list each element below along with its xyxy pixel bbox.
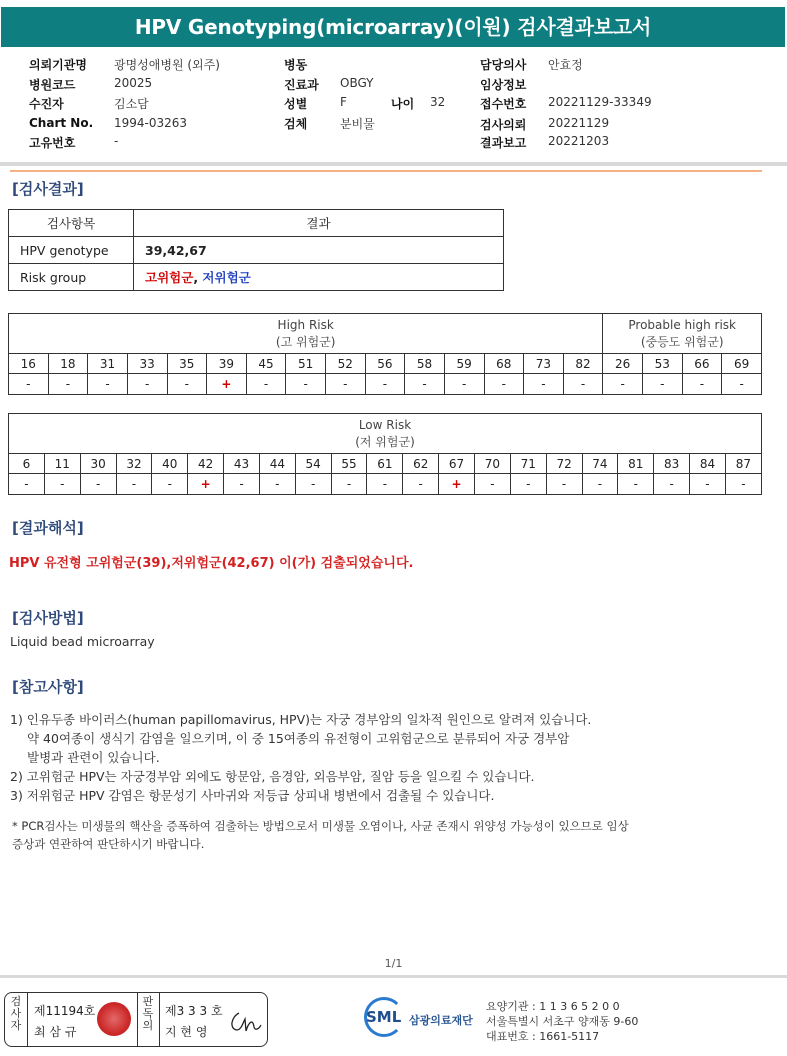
high-type-33: 33 xyxy=(127,354,167,374)
high-result-26: - xyxy=(603,374,643,395)
reviewer-name: 지 현 영 xyxy=(165,1025,208,1039)
footnote-line-1: * PCR검사는 미생물의 핵산을 증폭하여 검출하는 방법으로서 미생물 오염이나, 사균 존재시 위양성 가능성이 있으므로 임상 xyxy=(12,819,629,833)
unique-label: 고유번호 xyxy=(29,136,76,150)
high-type-58: 58 xyxy=(405,354,445,374)
receipt-value: 20221129-33349 xyxy=(548,95,652,109)
low-result-6: - xyxy=(9,474,45,495)
risk-low: 저위험군 xyxy=(202,270,251,285)
low-result-54: - xyxy=(295,474,331,495)
patient-info xyxy=(0,54,787,158)
high-type-73: 73 xyxy=(524,354,564,374)
low-result-43: - xyxy=(224,474,260,495)
low-type-74: 74 xyxy=(582,454,618,474)
address: 서울특별시 서초구 양재동 9-60 xyxy=(486,1015,639,1028)
age-label: 나이 xyxy=(391,97,415,111)
high-type-66: 66 xyxy=(682,354,722,374)
risk-separator: , xyxy=(193,270,203,285)
high-type-45: 45 xyxy=(246,354,286,374)
phone: 대표번호 : 1661-5117 xyxy=(486,1030,600,1043)
high-type-35: 35 xyxy=(167,354,207,374)
specimen-label: 검체 xyxy=(284,117,308,131)
note-1-cont: 약 40여종이 생식기 감염을 일으키며, 이 중 15여종의 유전형이 고위험군으로 분류되어 자궁 경부암 xyxy=(27,731,570,746)
low-type-83: 83 xyxy=(654,454,690,474)
footnote xyxy=(12,817,752,853)
high-result-33: - xyxy=(127,374,167,395)
low-result-87: - xyxy=(725,474,761,495)
probable-risk-header xyxy=(603,314,762,354)
high-result-45: - xyxy=(246,374,286,395)
foundation-name: 삼광의료재단 xyxy=(409,1014,473,1027)
method-title: [검사방법] xyxy=(12,609,84,627)
high-risk-title: High Risk xyxy=(277,317,334,332)
high-type-26: 26 xyxy=(603,354,643,374)
probable-risk-subtitle: (중등도 위험군) xyxy=(640,334,724,349)
high-result-73: - xyxy=(524,374,564,395)
low-result-30: - xyxy=(80,474,116,495)
low-type-54: 54 xyxy=(295,454,331,474)
high-result-56: - xyxy=(365,374,405,395)
low-result-81: - xyxy=(618,474,654,495)
examiner-name: 최 삼 규 xyxy=(34,1025,77,1039)
doctor-value: 안효정 xyxy=(548,58,583,72)
low-type-11: 11 xyxy=(44,454,80,474)
low-type-81: 81 xyxy=(618,454,654,474)
request-value: 20221129 xyxy=(548,116,610,130)
high-result-59: - xyxy=(444,374,484,395)
low-result-44: - xyxy=(259,474,295,495)
low-type-72: 72 xyxy=(546,454,582,474)
low-result-67: + xyxy=(439,474,475,495)
institution-value: 광명성애병원 (외주) xyxy=(114,58,220,72)
low-result-40: - xyxy=(152,474,188,495)
high-result-39: + xyxy=(207,374,247,395)
low-type-84: 84 xyxy=(690,454,726,474)
risk-label: Risk group xyxy=(9,264,134,291)
high-result-51: - xyxy=(286,374,326,395)
low-type-87: 87 xyxy=(725,454,761,474)
low-result-62: - xyxy=(403,474,439,495)
sex-value: F xyxy=(340,95,347,109)
high-type-59: 59 xyxy=(444,354,484,374)
clinical-label: 임상정보 xyxy=(480,78,527,92)
high-result-69: - xyxy=(722,374,762,395)
low-type-70: 70 xyxy=(474,454,510,474)
high-risk-subtitle: (고 위험군) xyxy=(275,334,336,349)
result-section-title: [검사결과] xyxy=(12,180,84,198)
age-value: 32 xyxy=(430,95,446,109)
chart-value: 1994-03263 xyxy=(114,116,188,130)
note-1: 1) 인유두종 바이러스(human papillomavirus, HPV)는 자궁 경부암의 일차적 원인으로 알려져 있습니다. xyxy=(10,712,592,727)
low-type-40: 40 xyxy=(152,454,188,474)
high-result-68: - xyxy=(484,374,524,395)
high-type-82: 82 xyxy=(563,354,603,374)
dept-label: 진료과 xyxy=(284,78,319,92)
low-type-67: 67 xyxy=(439,454,475,474)
risk-high: 고위험군 xyxy=(145,270,194,285)
high-type-52: 52 xyxy=(326,354,366,374)
sml-logo xyxy=(364,997,479,1037)
care-number: 요양기관 : 1 1 3 6 5 2 0 0 xyxy=(486,1000,620,1013)
low-type-71: 71 xyxy=(510,454,546,474)
footnote-line-2: 증상과 연관하여 판단하시기 바랍니다. xyxy=(12,837,205,851)
patient-label: 수진자 xyxy=(29,97,64,111)
low-type-44: 44 xyxy=(259,454,295,474)
seal-stamp xyxy=(97,1002,131,1036)
low-result-84: - xyxy=(690,474,726,495)
request-label: 검사의뢰 xyxy=(480,118,527,132)
method-text: Liquid bead microarray xyxy=(10,634,155,649)
high-result-66: - xyxy=(682,374,722,395)
note-3: 3) 저위험군 HPV 감염은 항문성기 사마귀와 저등급 상피내 병변에서 검출될 수 있습니다. xyxy=(10,788,495,803)
high-result-53: - xyxy=(643,374,683,395)
receipt-label: 접수번호 xyxy=(480,97,527,111)
low-result-61: - xyxy=(367,474,403,495)
low-type-42: 42 xyxy=(188,454,224,474)
high-risk-table xyxy=(8,313,762,395)
reviewer-license: 제3 3 3 호 xyxy=(165,1004,223,1018)
high-result-35: - xyxy=(167,374,207,395)
footer-divider xyxy=(0,975,787,978)
notes-title: [참고사항] xyxy=(12,678,84,696)
low-type-55: 55 xyxy=(331,454,367,474)
note-1-cont2: 발병과 관련이 있습니다. xyxy=(27,750,160,765)
page-number: 1/1 xyxy=(384,957,403,970)
notes-list xyxy=(10,710,750,805)
low-risk-header xyxy=(9,414,762,454)
interpretation-text: HPV 유전형 고위험군(39),저위험군(42,67) 이(가) 검출되었습니다. xyxy=(9,556,414,571)
logo-text: SML xyxy=(366,1008,402,1026)
reviewer-label: 판 독 의 xyxy=(142,995,154,1032)
low-type-43: 43 xyxy=(224,454,260,474)
hospital-code-value: 20025 xyxy=(114,76,153,90)
low-result-74: - xyxy=(582,474,618,495)
chart-label: Chart No. xyxy=(29,116,94,130)
low-type-61: 61 xyxy=(367,454,403,474)
institution-label: 의뢰기관명 xyxy=(29,58,87,72)
high-type-18: 18 xyxy=(48,354,88,374)
low-type-6: 6 xyxy=(9,454,45,474)
col-item-header: 검사항목 xyxy=(9,210,134,237)
high-type-69: 69 xyxy=(722,354,762,374)
high-result-82: - xyxy=(563,374,603,395)
high-type-68: 68 xyxy=(484,354,524,374)
high-result-58: - xyxy=(405,374,445,395)
ward-label: 병동 xyxy=(284,58,308,72)
high-risk-header xyxy=(9,314,603,354)
high-type-51: 51 xyxy=(286,354,326,374)
low-risk-table xyxy=(8,413,762,495)
contact-info xyxy=(486,999,638,1044)
dept-value: OBGY xyxy=(340,76,374,90)
divider xyxy=(0,162,787,166)
hospital-code-label: 병원코드 xyxy=(29,78,76,92)
high-type-56: 56 xyxy=(365,354,405,374)
examiner-license: 제11194호 xyxy=(34,1004,96,1018)
low-type-30: 30 xyxy=(80,454,116,474)
low-result-11: - xyxy=(44,474,80,495)
probable-risk-title: Probable high risk xyxy=(628,317,736,332)
genotype-label: HPV genotype xyxy=(9,237,134,264)
examiner-label: 검 사 자 xyxy=(10,995,22,1032)
high-type-53: 53 xyxy=(643,354,683,374)
interpretation-title: [결과해석] xyxy=(12,519,84,537)
low-result-71: - xyxy=(510,474,546,495)
risk-value xyxy=(134,264,504,291)
low-risk-subtitle: (저 위험군) xyxy=(355,434,415,449)
specimen-value: 분비물 xyxy=(340,117,375,131)
high-result-18: - xyxy=(48,374,88,395)
genotype-value: 39,42,67 xyxy=(134,237,504,264)
col-result-header: 결과 xyxy=(134,210,504,237)
low-result-83: - xyxy=(654,474,690,495)
low-type-62: 62 xyxy=(403,454,439,474)
high-result-16: - xyxy=(9,374,49,395)
doctor-label: 담당의사 xyxy=(480,58,527,72)
note-2: 2) 고위험군 HPV는 자궁경부암 외에도 항문암, 음경암, 외음부암, 질암 등을 일으킬 수 있습니다. xyxy=(10,769,535,784)
patient-value: 김소담 xyxy=(114,97,149,111)
low-result-72: - xyxy=(546,474,582,495)
signature-box xyxy=(4,992,268,1047)
report-date-value: 20221203 xyxy=(548,134,610,148)
sex-label: 성별 xyxy=(284,97,308,111)
low-result-32: - xyxy=(116,474,152,495)
high-result-31: - xyxy=(88,374,128,395)
signature-icon xyxy=(227,1009,263,1035)
report-date-label: 결과보고 xyxy=(480,136,527,150)
high-result-52: - xyxy=(326,374,366,395)
unique-value: - xyxy=(114,134,119,148)
result-table xyxy=(8,209,504,291)
low-result-42: + xyxy=(188,474,224,495)
report-title: HPV Genotyping(microarray)(이원) 검사결과보고서 xyxy=(1,7,785,47)
low-risk-title: Low Risk xyxy=(358,417,412,432)
high-type-31: 31 xyxy=(88,354,128,374)
low-result-55: - xyxy=(331,474,367,495)
high-type-16: 16 xyxy=(9,354,49,374)
divider-accent xyxy=(10,170,762,172)
low-type-32: 32 xyxy=(116,454,152,474)
high-type-39: 39 xyxy=(207,354,247,374)
low-result-70: - xyxy=(474,474,510,495)
